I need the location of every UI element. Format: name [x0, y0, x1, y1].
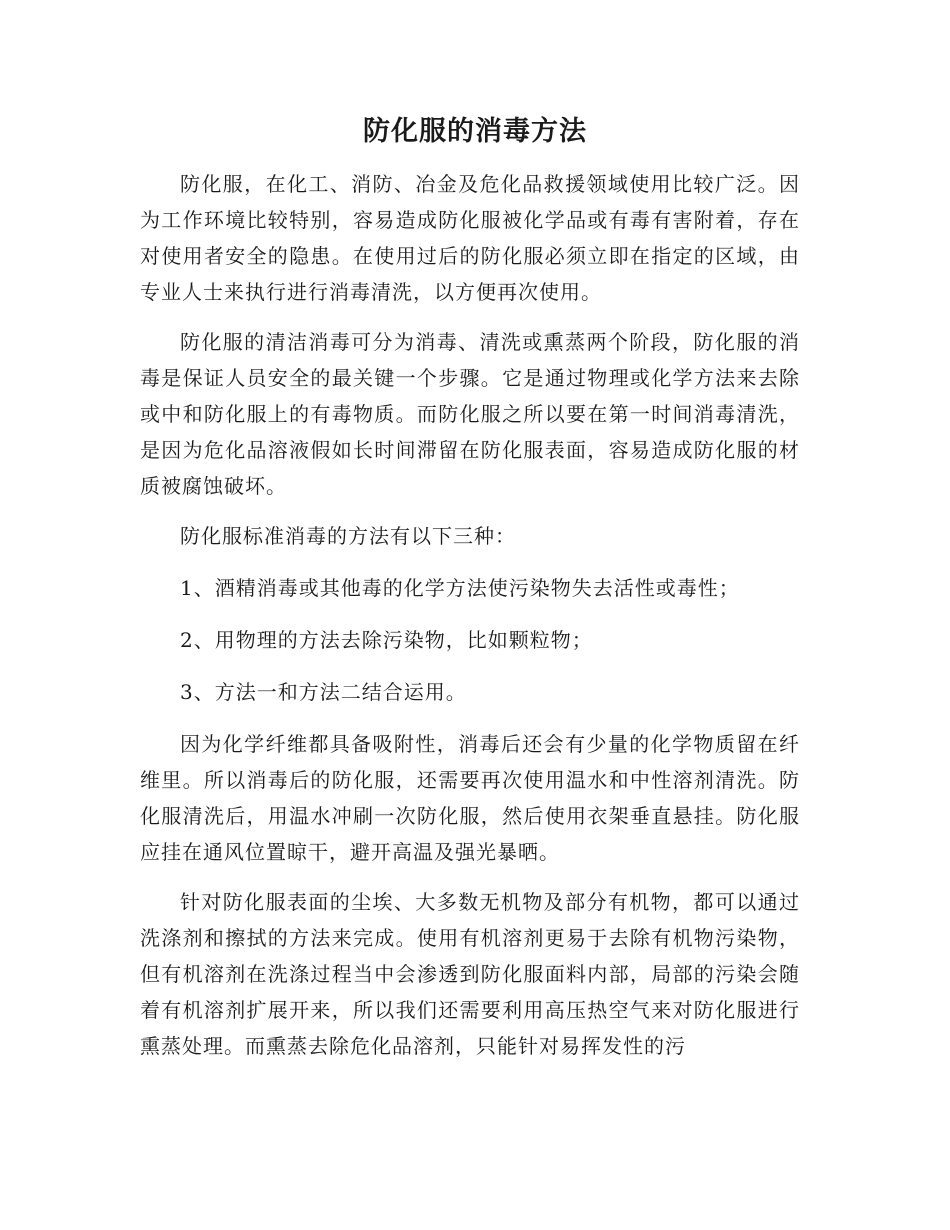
list-item-method-2: 2、用物理的方法去除污染物，比如颗粒物； — [180, 628, 593, 652]
paragraph-after-disinfection: 因为化学纤维都具备吸附性，消毒后还会有少量的化学物质留在纤维里。所以消毒后的防化服，还需要再次使用温水和中性溶剂清洗。防化服清洗后，用温水冲刷一次防化服，然后使用衣架垂直悬挂。防化服应挂在通风位置晾干，避开高温及强光暴晒。 — [140, 732, 800, 864]
list-item-method-3: 3、方法一和方法二结合运用。 — [180, 680, 467, 704]
paragraph-intro: 防化服，在化工、消防、冶金及危化品救援领域使用比较广泛。因为工作环境比较特别，容易造成防化服被化学品或有毒有害附着，存在对使用者安全的隐患。在使用过后的防化服必须立即在指定的区域，由专业人士来执行进行消毒清洗，以方便再次使用。 — [140, 172, 800, 304]
document-body — [140, 166, 800, 1078]
paragraph-cleaning-stages: 防化服的清洁消毒可分为消毒、清洗或熏蒸两个阶段，防化服的消毒是保证人员安全的最关键一个步骤。它是通过物理或化学方法来去除或中和防化服上的有毒物质。而防化服之所以要在第一时间消毒清洗，是因为危化品溶液假如长时间滞留在防化服表面，容易造成防化服的材质被腐蚀破坏。 — [140, 330, 800, 498]
paragraph-surface-cleaning: 针对防化服表面的尘埃、大多数无机物及部分有机物，都可以通过洗涤剂和擦拭的方法来完成。使用有机溶剂更易于去除有机物污染物，但有机溶剂在洗涤过程当中会渗透到防化服面料内部，局部的污染会随着有机溶剂扩展开来，所以我们还需要利用高压热空气来对防化服进行熏蒸处理。而熏蒸去除危化品溶剂，只能针对易挥发性的污 — [140, 890, 800, 1058]
document-title: 防化服的消毒方法 — [363, 116, 587, 147]
paragraph-methods-heading: 防化服标准消毒的方法有以下三种： — [180, 524, 516, 548]
list-item-method-1: 1、酒精消毒或其他毒的化学方法使污染物失去活性或毒性； — [180, 576, 740, 600]
